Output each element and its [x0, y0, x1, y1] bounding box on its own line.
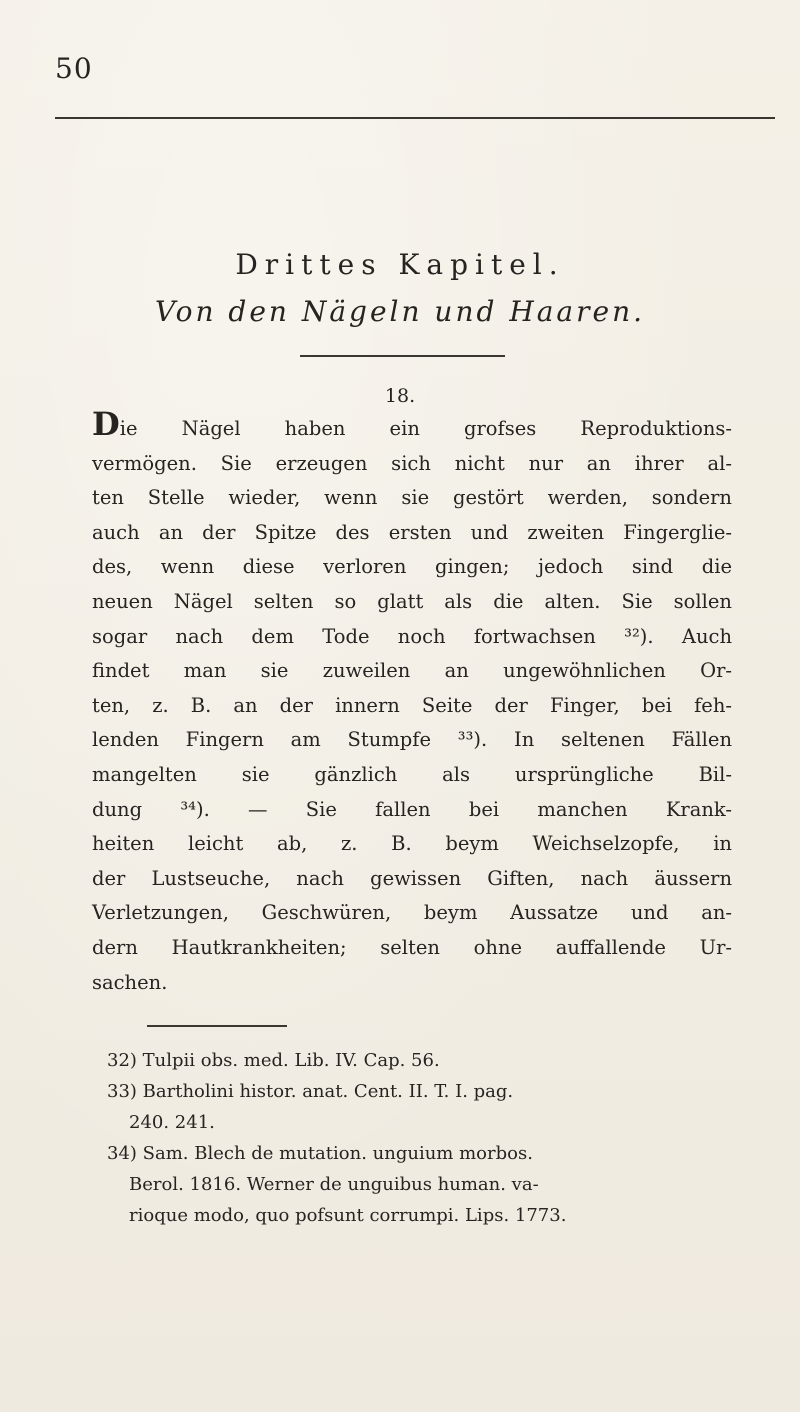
body-line: auch an der Spitze des ersten und zweiten Fingerglie-	[92, 520, 732, 544]
body-line: sachen.	[92, 970, 168, 994]
body-line: ten, z. B. an der innern Seite der Finger, bei feh-	[92, 693, 732, 717]
footnote-rule	[147, 1025, 287, 1027]
body-line: der Lustseuche, nach gewissen Giften, nach äussern	[92, 866, 732, 890]
body-line	[92, 405, 732, 447]
footnote-continuation: rioque modo, quo pofsunt corrumpi. Lips. 1773.	[129, 1205, 567, 1226]
body-line: dern Hautkrankheiten; selten ohne auffallende Ur-	[92, 935, 732, 959]
body-line: findet man sie zuweilen an ungewöhnlichen Or-	[92, 659, 732, 683]
body-line: lenden Fingern am Stumpfe ³³). In seltenen Fällen	[92, 728, 732, 752]
page-number: 50	[55, 52, 93, 85]
body-line: sogar nach dem Tode noch fortwachsen ³²). Auch	[92, 624, 732, 648]
body-line: ten Stelle wieder, wenn sie gestört werden, sondern	[92, 486, 732, 510]
body-line: Verletzungen, Geschwüren, beym Aussatze und an-	[92, 901, 732, 925]
footnote: 34) Sam. Blech de mutation. unguium morbos.	[107, 1143, 533, 1164]
header-rule	[55, 117, 775, 119]
footnote: 32) Tulpii obs. med. Lib. IV. Cap. 56.	[107, 1050, 440, 1071]
body-line: des, wenn diese verloren gingen; jedoch sind die	[92, 555, 732, 579]
body-line: mangelten sie gänzlich als ursprüngliche Bil-	[92, 762, 732, 786]
footnotes	[107, 1045, 747, 1231]
chapter-subtitle: Von den Nägeln und Haaren.	[154, 295, 646, 328]
footnote-continuation: Berol. 1816. Werner de unguibus human. va-	[129, 1174, 539, 1195]
body-text	[92, 405, 732, 1000]
body-line-text: ie Nägel haben ein grofses Reproduktions-	[119, 417, 732, 440]
body-line: heiten leicht ab, z. B. beym Weichselzopfe, in	[92, 832, 732, 856]
body-line: vermögen. Sie erzeugen sich nicht nur an ihrer al-	[92, 451, 732, 475]
drop-cap: D	[92, 405, 120, 443]
section-number: 18.	[384, 385, 416, 407]
body-line: dung ³⁴). — Sie fallen bei manchen Krank-	[92, 797, 732, 821]
footnote: 33) Bartholini histor. anat. Cent. II. T. I. pag.	[107, 1081, 514, 1102]
chapter-heading: Drittes Kapitel.	[235, 248, 565, 281]
body-line: neuen Nägel selten so glatt als die alten. Sie sollen	[92, 589, 732, 613]
title-rule	[300, 355, 505, 357]
footnote-continuation: 240. 241.	[129, 1112, 215, 1133]
